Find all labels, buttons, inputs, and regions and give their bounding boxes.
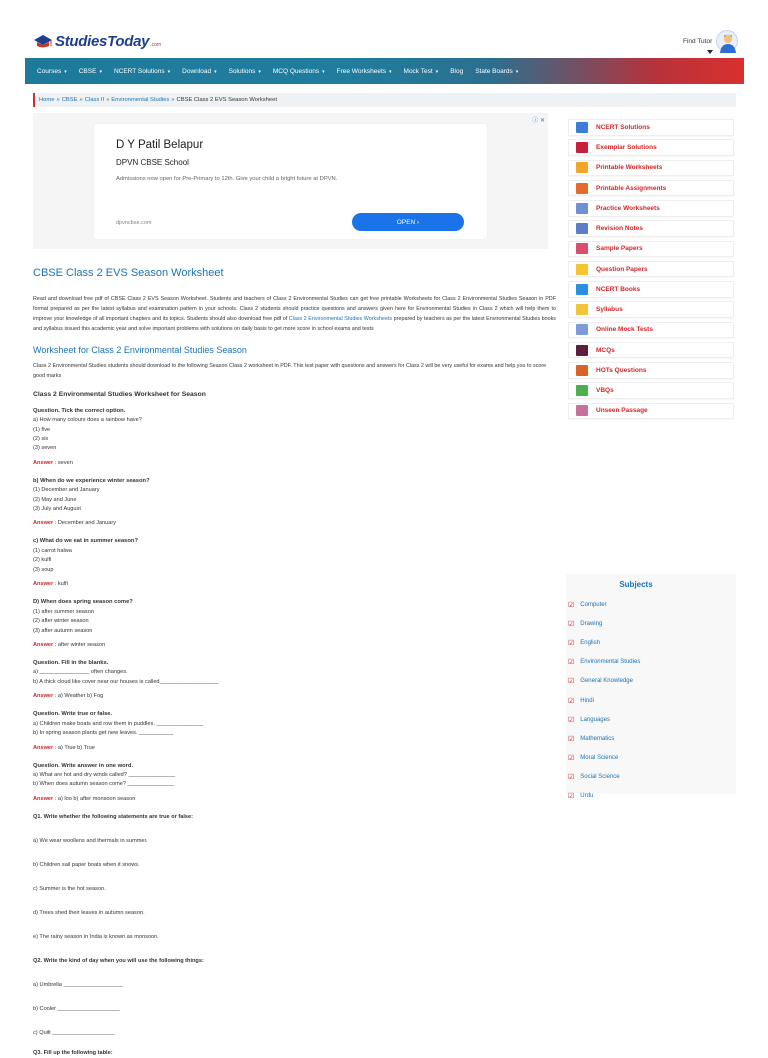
graph-icon	[576, 324, 588, 335]
nav-item-ncert-solutions[interactable]	[114, 68, 170, 75]
sidebar-item-practice-worksheets[interactable]	[568, 200, 734, 217]
sidebar-item-vbqs[interactable]	[568, 382, 734, 399]
sidebar-item-label: NCERT Solutions	[596, 123, 650, 131]
question-title: c) What do we eat in summer season?	[33, 538, 139, 545]
checkbox-icon: ☑	[568, 640, 575, 648]
question-block	[33, 537, 556, 589]
nav-item-download[interactable]	[182, 68, 216, 75]
subject-label: General Knowledge	[580, 678, 633, 685]
question-option: b) When does autumn season come? _______________	[33, 781, 175, 788]
calendar-icon	[576, 223, 588, 234]
subject-label: Computer	[580, 602, 607, 608]
checkbox-icon: ☑	[568, 735, 575, 743]
answer-label: Answer	[33, 520, 54, 527]
notepad-icon	[576, 304, 588, 315]
sidebar-item-unseen-passage[interactable]	[568, 403, 734, 420]
checkbox-icon: ☑	[568, 773, 575, 781]
graduation-cap-icon	[33, 34, 53, 50]
subject-link-urdu[interactable]	[568, 792, 593, 800]
answer-label: Answer	[33, 459, 54, 466]
subject-link-english[interactable]	[568, 639, 600, 647]
subject-link-moral-science[interactable]	[568, 754, 618, 762]
subject-link-hindi[interactable]	[568, 697, 594, 705]
breadcrumb-class[interactable]: Class II	[84, 97, 105, 103]
answer-label: Answer	[33, 641, 54, 648]
intro-text-end: prepared by teachers as per the latest Environmental Studies books and syllabus issued this academic year and solve important problems with solutions on daily basis to get more score in school exams and tests	[33, 315, 556, 332]
sidebar-item-sample-papers[interactable]	[568, 241, 734, 258]
answer-line	[33, 641, 556, 650]
question-block	[33, 407, 556, 468]
sidebar-item-label: MCQs	[596, 346, 615, 354]
breadcrumb-separator: »	[79, 97, 83, 103]
site-header	[0, 0, 768, 58]
question-option: a) Children make boats and row them in puddles. _______________	[33, 720, 204, 727]
answer-value: : kulfi	[54, 581, 68, 588]
advertisement	[33, 113, 548, 249]
answer-line	[33, 744, 556, 753]
sidebar-item-question-papers[interactable]	[568, 261, 734, 278]
nav-item-label: Free Worksheets	[336, 67, 387, 75]
pencil-icon	[576, 183, 588, 194]
caret-down-icon: ▾	[258, 68, 261, 75]
nav-item-cbse[interactable]	[79, 68, 102, 75]
subject-link-mathematics[interactable]	[568, 735, 614, 743]
subject-label: Environmental Studies	[580, 659, 641, 666]
caret-down-icon: ▾	[64, 68, 67, 75]
nav-item-label: Blog	[450, 67, 464, 75]
nav-item-label: MCQ Questions	[272, 67, 320, 75]
subject-link-computer[interactable]	[568, 601, 607, 609]
logo-suffix: .com	[150, 41, 162, 48]
sidebar-item-revision-notes[interactable]	[568, 220, 734, 237]
question-option: b) A thick cloud like cover near our houses is called___________________	[33, 678, 219, 685]
sidebar-item-exemplar-solutions[interactable]	[568, 139, 734, 156]
question-heading: Q1. Write whether the following statements are true or false:	[33, 813, 193, 820]
nav-item-label: CBSE	[78, 67, 97, 75]
answer-label: Answer	[33, 581, 54, 588]
sidebar-item-label: Sample Papers	[596, 245, 643, 253]
ad-domain: dpvncbse.com	[116, 220, 152, 226]
answer-value: : a) loo b) after monsoon season	[54, 795, 136, 802]
paper-icon	[576, 243, 588, 254]
sidebar-item-label: Syllabus	[596, 306, 623, 313]
nav-item-courses[interactable]	[37, 68, 67, 75]
question-option: (1) five	[33, 426, 51, 433]
nav-item-state-boards[interactable]	[475, 68, 518, 75]
question-block	[33, 598, 556, 650]
sidebar-item-label: Unseen Passage	[596, 407, 648, 415]
answer-value: : a) True b) True	[54, 744, 95, 751]
question-option: (3) July and August	[33, 506, 81, 513]
subject-label: Social Science	[580, 773, 620, 780]
breadcrumb	[33, 93, 736, 107]
sidebar-item-printable-assignments[interactable]	[568, 180, 734, 197]
caret-down-icon: ▾	[167, 68, 171, 75]
question-option: a) ________________ often changes.	[33, 669, 128, 676]
answer-value: : December and January	[54, 520, 117, 527]
nav-item-free-worksheets[interactable]	[337, 68, 392, 75]
question-option: a) How many colours does a rainbow have?	[33, 417, 142, 424]
subjects-title: Subjects	[619, 580, 653, 589]
subject-label: Hindi	[580, 697, 594, 704]
nav-item-label: Courses	[37, 67, 62, 75]
question-title: Question. Fill in the blanks.	[33, 659, 109, 666]
question-option: (1) December and January	[33, 487, 100, 494]
red-book-icon	[576, 142, 588, 153]
q1-list	[33, 837, 556, 942]
question-list	[33, 407, 556, 804]
breadcrumb-home[interactable]: Home	[39, 97, 55, 103]
nav-item-label: Solutions	[228, 67, 256, 75]
sidebar-item-label: Exemplar Solutions	[596, 144, 657, 151]
ad-title[interactable]: D Y Patil Belapur	[116, 139, 204, 151]
ad-open-button[interactable]: OPEN ›	[352, 213, 464, 231]
find-tutor-link[interactable]: Find Tutor	[683, 38, 713, 45]
question-title: Question. Write answer in one word.	[33, 762, 134, 769]
sidebar-item-hots-questions[interactable]	[568, 362, 734, 379]
section-heading: Worksheet for Class 2 Environmental Studies Season	[33, 344, 247, 355]
statement-item: d) Trees shed their leaves in autumn season.	[33, 909, 145, 916]
caret-down-icon: ▾	[389, 68, 392, 75]
pen-icon	[576, 365, 588, 376]
sidebar-item-ncert-solutions[interactable]	[568, 119, 734, 136]
resources-sidebar	[568, 119, 734, 423]
question-option: (2) six	[33, 435, 49, 442]
answer-line	[33, 795, 556, 804]
ad-close-icon[interactable]: ⓘ ✕	[532, 118, 545, 124]
sidebar-item-online-mock-tests[interactable]	[568, 322, 734, 339]
question-title: Question. Tick the correct option.	[33, 407, 126, 414]
statement-item: c) Summer is the hot season.	[33, 885, 106, 892]
subject-label: Moral Science	[580, 754, 619, 761]
main-navbar	[25, 58, 744, 84]
site-logo[interactable]	[33, 33, 161, 50]
checkbox-icon: ☑	[568, 716, 575, 724]
answer-line	[33, 459, 556, 468]
question-option: (2) after winter season	[33, 618, 89, 625]
subjects-panel	[566, 574, 736, 800]
intro-paragraph	[33, 295, 556, 335]
sidebar-item-label: Question Papers	[596, 265, 648, 273]
nav-item-label: NCERT Solutions	[113, 67, 165, 75]
answer-line	[33, 519, 556, 528]
statement-item: e) The rainy season in India is known as monsoon.	[33, 933, 159, 940]
breadcrumb-separator: »	[171, 97, 175, 103]
main-content	[33, 255, 556, 1058]
nav-item-solutions[interactable]	[229, 68, 261, 75]
caret-down-icon: ▾	[515, 68, 519, 75]
caret-down-icon: ▾	[99, 68, 102, 75]
breadcrumb-subject[interactable]: Environmental Studies	[111, 97, 170, 103]
question-option: (1) after summer season	[33, 608, 94, 615]
note-icon	[576, 264, 588, 275]
question-heading: Q3. Fill up the following table:	[33, 1049, 113, 1056]
tutor-avatar-icon[interactable]	[716, 30, 738, 52]
subject-link-languages[interactable]	[568, 716, 610, 724]
breadcrumb-separator: »	[56, 97, 60, 103]
breadcrumb-cbse[interactable]: CBSE	[61, 97, 78, 103]
doc-icon	[576, 405, 588, 416]
subject-label: Urdu	[580, 793, 594, 799]
sidebar-item-mcqs[interactable]	[568, 342, 734, 359]
sidebar-item-label: Practice Worksheets	[596, 204, 660, 212]
checkbox-icon: ☑	[568, 754, 575, 762]
sidebar-item-label: NCERT Books	[596, 285, 641, 293]
ad-subtitle: DPVN CBSE School	[116, 158, 189, 167]
question-option: (2) kulfi	[33, 557, 52, 564]
breadcrumb-current: CBSE Class 2 EVS Season Worksheet	[176, 97, 277, 103]
question-option: (3) soup	[33, 566, 54, 573]
chart-icon	[576, 203, 588, 214]
answer-value: : a) Weather b) Fog	[54, 693, 104, 700]
question-block	[33, 762, 556, 804]
subject-label: Languages	[580, 716, 610, 723]
question-option: (3) after autumn season	[33, 627, 93, 634]
question-title: D) When does spring season come?	[33, 599, 133, 606]
caret-down-icon: ▾	[435, 68, 439, 75]
subject-label: Drawing	[580, 621, 603, 628]
checkbox-icon: ☑	[568, 697, 575, 705]
subject-link-drawing[interactable]	[568, 620, 602, 628]
q2-list	[33, 981, 556, 1038]
hand-icon	[576, 162, 588, 173]
nav-item-blog[interactable]	[450, 68, 463, 75]
answer-line	[33, 580, 556, 589]
fill-item: b) Cooler ____________________	[33, 1005, 120, 1012]
subject-label: Mathematics	[580, 735, 615, 742]
sidebar-item-label: Printable Worksheets	[596, 164, 663, 172]
subject-link-general-knowledge[interactable]	[568, 677, 633, 685]
sidebar-item-syllabus[interactable]	[568, 301, 734, 318]
question-option: b) In spring season plants get new leaves. ___________	[33, 730, 174, 737]
answer-line	[33, 692, 556, 701]
question-block	[33, 710, 556, 752]
caret-down-icon: ▾	[214, 68, 217, 75]
sidebar-item-ncert-books[interactable]	[568, 281, 734, 298]
worksheets-link[interactable]: Class 2 Environmental Studies Worksheets	[288, 315, 393, 322]
blue-book-icon	[576, 284, 588, 295]
checkbox-icon: ☑	[568, 793, 575, 800]
fill-item: a) Umbrella ___________________	[33, 981, 123, 988]
ad-description: Admissions now open for Pre-Primary to 12th. Give your child a bright future at DPVN.	[116, 176, 338, 182]
subject-link-social-science[interactable]	[568, 773, 620, 781]
intro-text: Read and download free pdf of CBSE Class 2 EVS Season Worksheet. Students and teachers of Class 2 Environmental Studies can get free printable Worksheets for Class 2 Environmental Studies Season in PDF format prepared as per the latest syllabus and examination pattern in your schools. Class 2 students should practice questions and answers given here for Environmental Studies in Class 2 which will help them to improve your knowledge of all important chapters and its topics. Students should also download free pdf of	[33, 296, 556, 322]
worksheet-heading: Class 2 Environmental Studies Worksheet for Season	[33, 390, 206, 398]
nav-item-mcq-questions[interactable]	[273, 68, 325, 75]
sidebar-item-printable-worksheets[interactable]	[568, 160, 734, 177]
question-block	[33, 477, 556, 529]
nav-item-label: Mock Test	[403, 67, 433, 75]
nav-item-mock-test[interactable]	[404, 68, 439, 75]
answer-label: Answer	[33, 744, 54, 751]
answer-label: Answer	[33, 795, 54, 802]
nav-item-label: Download	[182, 67, 212, 75]
page-title: CBSE Class 2 EVS Season Worksheet	[33, 267, 224, 279]
question-option: (3) seven	[33, 445, 57, 452]
checkbox-icon: ☑	[568, 678, 575, 686]
breadcrumb-separator: »	[106, 97, 110, 103]
answer-label: Answer	[33, 693, 54, 700]
subject-link-environmental-studies[interactable]	[568, 658, 640, 666]
question-title: b) When do we experience winter season?	[33, 477, 150, 484]
sidebar-item-label: Printable Assignments	[596, 184, 667, 192]
nav-item-label: State Boards	[475, 67, 513, 75]
answer-value: : after winter season	[54, 641, 106, 648]
sidebar-item-label: Revision Notes	[596, 225, 643, 232]
green-book-icon	[576, 385, 588, 396]
fill-item: c) Quilt ____________________	[33, 1029, 115, 1036]
checkbox-icon: ☑	[568, 659, 575, 667]
question-block	[33, 659, 556, 701]
dark-book-icon	[576, 345, 588, 356]
question-option: (1) carrot halwa	[33, 547, 72, 554]
checkbox-icon: ☑	[568, 621, 575, 629]
section-paragraph: Class 2 Environmental Studies students should download to the following Season Class 2 worksheet in PDF. This test paper with questions and answers for Class 2 will be very useful for exams and help you to score good marks	[33, 362, 547, 379]
question-option: a) What are hot and dry winds called? _______________	[33, 772, 176, 779]
sidebar-item-label: Online Mock Tests	[596, 326, 653, 334]
question-title: Question. Write true or false.	[33, 711, 113, 718]
ad-card[interactable]	[94, 124, 487, 239]
answer-value: : seven	[54, 459, 73, 466]
statement-item: a) We wear woollens and thermals in summer.	[33, 837, 148, 844]
caret-down-icon: ▾	[322, 68, 325, 75]
subject-label: English	[580, 640, 600, 647]
logo-text: StudiesToday	[55, 33, 150, 50]
checkbox-icon: ☑	[568, 602, 575, 609]
sidebar-item-label: HOTs Questions	[596, 366, 647, 374]
question-option: (2) May and June	[33, 496, 77, 503]
statement-item: b) Children sail paper boats when it snows.	[33, 861, 140, 868]
book-icon	[576, 122, 588, 133]
question-heading: Q2. Write the kind of day when you will use the following things:	[33, 957, 204, 964]
chevron-down-icon[interactable]	[707, 50, 713, 54]
sidebar-item-label: VBQs	[596, 387, 614, 394]
